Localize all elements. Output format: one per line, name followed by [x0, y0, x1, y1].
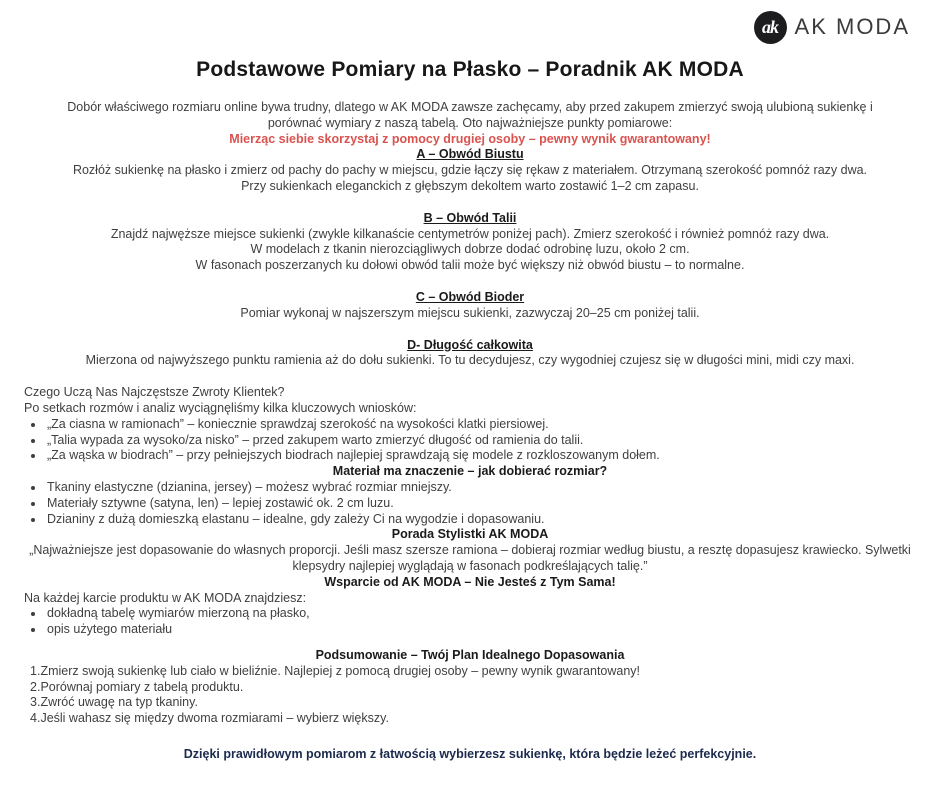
page-title: Podstawowe Pomiary na Płasko – Poradnik AK MODA [196, 58, 744, 81]
section-waist-text-2: W modelach z tkanin nierozciągliwych dobrze dodać odrobinę luzu, około 2 cm. [250, 242, 690, 257]
page-header [24, 8, 916, 46]
stylist-quote: „Najważniejsze jest dopasowanie do własnych proporcji. Jeśli masz szersze ramiona – dobieraj rozmiar według biustu, a resztę dopasujesz krawiecko. Sylwetki klepsydry najlepiej wyglądają w fasonach podkreślających talię.” [29, 543, 911, 573]
section-hips-text-1: Pomiar wykonaj w najszerszym miejscu sukienki, zazwyczaj 20–25 cm poniżej talii. [240, 305, 700, 320]
list-item: • „Za wąska w biodrach” – przy pełniejszych biodrach najlepiej sprawdzają się modele z rozkloszowanym dołem. [45, 448, 916, 464]
section-heading-length: D- Długość całkowita [407, 337, 533, 352]
ak-moda-monogram-icon: ak [754, 11, 787, 44]
list-item: Jeśli wahasz się między dwoma rozmiarami – wybierz większy. [40, 711, 389, 726]
list-item: • „Za ciasna w ramionach” – koniecznie sprawdzaj szerokość na wysokości klatki piersiowej. [45, 417, 916, 433]
list-item: • Tkaniny elastyczne (dzianina, jersey) – możesz wybrać rozmiar mniejszy. [45, 480, 916, 496]
list-item: Zmierz swoją sukienkę lub ciało w bieliźnie. Najlepiej z pomocą drugiej osoby – pewny wynik gwarantowany! [40, 663, 641, 678]
returns-question: Czego Uczą Nas Najczęstsze Zwroty Klientek? [24, 385, 285, 400]
measurement-tip-highlight: Mierząc siebie skorzystaj z pomocy drugiej osoby – pewny wynik gwarantowany! [229, 131, 711, 146]
list-item: • Dzianiny z dużą domieszką elastanu – idealne, gdy zależy Ci na wygodzie i dopasowaniu. [45, 512, 916, 528]
list-item: • dokładną tabelę wymiarów mierzoną na płasko, [45, 606, 916, 622]
list-item: • Materiały sztywne (satyna, len) – lepiej zostawić ok. 2 cm luzu. [45, 496, 916, 512]
section-bust-text-2: Przy sukienkach eleganckich z głębszym dekoltem warto zostawić 1–2 cm zapasu. [241, 178, 699, 193]
section-length-text-1: Mierzona od najwyższego punktu ramienia aż do dołu sukienki. To tu decydujesz, czy wygodniej czujesz się w długości mini, midi czy maxi. [85, 353, 855, 368]
section-waist-text-1: Znajdź najwęższe miejsce sukienki (zwykle kilkanaście centymetrów poniżej pach). Zmierz szerokość i również pomnóż razy dwa. [110, 226, 830, 241]
list-item: Porównaj pomiary z tabelą produktu. [40, 679, 244, 694]
stylist-heading: Porada Stylistki AK MODA [391, 527, 549, 542]
ak-moda-logo [754, 11, 910, 44]
support-lead: Na każdej karcie produktu w AK MODA znajdziesz: [24, 590, 307, 605]
section-bust-text-1: Rozłóż sukienkę na płasko i zmierz od pachy do pachy w miejscu, gdzie łączy się rękaw z materiałem. Otrzymaną szerokość pomnóż razy dwa. [72, 163, 868, 178]
summary-heading: Podsumowanie – Twój Plan Idealnego Dopasowania [315, 647, 625, 662]
support-list [24, 606, 916, 638]
section-heading-waist: B – Obwód Talii [423, 210, 517, 225]
list-item: • opis użytego materiału [45, 622, 916, 638]
section-waist-text-3: W fasonach poszerzanych ku dołowi obwód talii może być większy niż obwód biustu – to normalne. [195, 258, 745, 273]
support-heading: Wsparcie od AK MODA – Nie Jesteś z Tym Sama! [324, 574, 616, 589]
returns-lead: Po setkach rozmów i analiz wyciągnęliśmy kilka kluczowych wniosków: [24, 400, 417, 415]
intro-paragraph: Dobór właściwego rozmiaru online bywa trudny, dlatego w AK MODA zawsze zachęcamy, aby przed zakupem zmierzyć swoją ulubioną sukienkę i porównać wymiary z naszą tabelą. Oto najważniejsze punkty pomiarowe: [67, 100, 873, 130]
closing-statement: Dzięki prawidłowym pomiarom z łatwością wybierzesz sukienkę, która będzie leżeć perfekcyjnie. [183, 746, 757, 761]
list-item: • „Talia wypada za wysoko/za nisko” – przed zakupem warto zmierzyć długość od ramienia do talii. [45, 433, 916, 449]
summary-steps [24, 664, 916, 727]
section-heading-bust: A – Obwód Biustu [416, 147, 524, 162]
section-heading-hips: C – Obwód Bioder [415, 289, 525, 304]
material-list [24, 480, 916, 527]
returns-list [24, 417, 916, 464]
brand-name: AK MODA [794, 14, 910, 39]
list-item: Zwróć uwagę na typ tkaniny. [40, 695, 198, 710]
material-heading: Materiał ma znaczenie – jak dobierać rozmiar? [332, 464, 608, 479]
